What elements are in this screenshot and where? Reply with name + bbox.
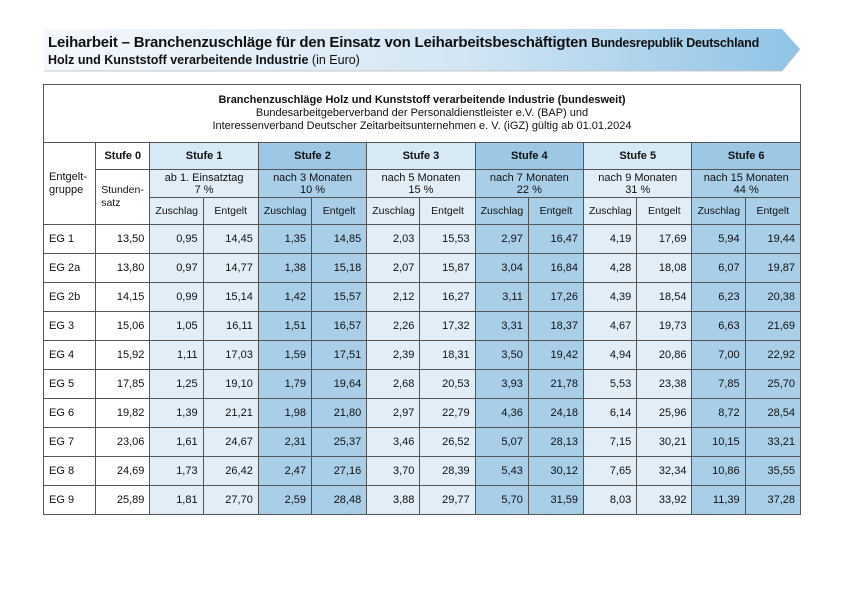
stufe3-zuschlag-cell: 2,12 [367,283,420,312]
title-text: Leiharbeit – Branchenzuschläge für den Einsatz von Leiharbeitsbeschäftigten [48,34,588,51]
stufe4-zuschlag-cell: 5,70 [475,486,528,515]
zuschlag-header: Zuschlag [692,198,745,225]
stufe3-entgelt-cell: 29,77 [420,486,475,515]
stufe3-zuschlag-cell: 2,26 [367,312,420,341]
stufe1-entgelt-cell: 17,03 [203,341,258,370]
stufe3-entgelt-cell: 15,53 [420,225,475,254]
stufe1-header: Stufe 1 [150,143,258,170]
stufe1-zuschlag-cell: 1,25 [150,370,203,399]
stufe4-entgelt-cell: 24,18 [528,399,583,428]
stufe6-condition [692,170,801,198]
stufe5-header: Stufe 5 [584,143,692,170]
stufe6-header: Stufe 6 [692,143,801,170]
stufe3-zuschlag-cell: 3,88 [367,486,420,515]
stufe3-entgelt-cell: 22,79 [420,399,475,428]
table-row [44,254,801,283]
stufe4-entgelt-cell: 16,47 [528,225,583,254]
entgelt-header: Entgelt [637,198,692,225]
stufe5-entgelt-cell: 20,86 [637,341,692,370]
zuschlag-header: Zuschlag [367,198,420,225]
stufe6-condition-text: nach 15 Monaten [703,171,789,184]
stufe3-entgelt-cell: 16,27 [420,283,475,312]
stundensatz-cell: 13,80 [96,254,150,283]
zuschlag-header: Zuschlag [150,198,203,225]
stufe6-entgelt-cell: 25,70 [745,370,800,399]
stufe1-zuschlag-cell: 1,39 [150,399,203,428]
table-caption [44,85,801,143]
stundensatz-cell: 15,06 [96,312,150,341]
stufe5-zuschlag-cell: 4,67 [584,312,637,341]
stufe1-zuschlag-cell: 0,95 [150,225,203,254]
stufe2-zuschlag-cell: 1,79 [258,370,311,399]
entgelt-header: Entgelt [203,198,258,225]
stufe2-zuschlag-cell: 2,47 [258,457,311,486]
entgeltgruppe-cell: EG 8 [44,457,96,486]
stufe2-condition-text: nach 3 Monaten [273,171,352,184]
stundensatz-cell: 19,82 [96,399,150,428]
stufe6-entgelt-cell: 33,21 [745,428,800,457]
subheader-row [44,198,801,225]
caption-line-3: Interessenverband Deutscher Zeitarbeitsunternehmen e. V. (iGZ) gültig ab 01.01.2024 [212,120,632,132]
stufe5-zuschlag-cell: 6,14 [584,399,637,428]
stufe5-condition [584,170,692,198]
stundensatz-cell: 24,69 [96,457,150,486]
stufe4-entgelt-cell: 16,84 [528,254,583,283]
stufe4-condition-text: nach 7 Monaten [489,171,569,184]
stufe6-zuschlag-cell: 6,63 [692,312,745,341]
stufe5-entgelt-cell: 30,21 [637,428,692,457]
stufe3-entgelt-cell: 15,87 [420,254,475,283]
stufe6-entgelt-cell: 20,38 [745,283,800,312]
stufe2-entgelt-cell: 25,37 [312,428,367,457]
stufe2-condition [258,170,366,198]
stufe6-entgelt-cell: 21,69 [745,312,800,341]
subtitle-industry: Holz und Kunststoff verarbeitende Industrie [48,53,309,67]
stufe2-zuschlag-cell: 1,51 [258,312,311,341]
entgelt-header: Entgelt [420,198,475,225]
stufe2-zuschlag-cell: 2,31 [258,428,311,457]
stufe6-zuschlag-cell: 6,07 [692,254,745,283]
stufe1-entgelt-cell: 21,21 [203,399,258,428]
stufe5-zuschlag-cell: 7,65 [584,457,637,486]
stufe1-entgelt-cell: 14,45 [203,225,258,254]
stufe-header-row [44,143,801,170]
stufe5-entgelt-cell: 33,92 [637,486,692,515]
stufe3-condition [367,170,475,198]
stufe2-entgelt-cell: 21,80 [312,399,367,428]
stundensatz-cell: 15,92 [96,341,150,370]
stufe1-entgelt-cell: 24,67 [203,428,258,457]
stundensatz-cell: 14,15 [96,283,150,312]
stufe1-entgelt-cell: 16,11 [203,312,258,341]
stufe3-entgelt-cell: 28,39 [420,457,475,486]
zuschlag-header: Zuschlag [258,198,311,225]
entgeltgruppe-header [44,143,96,225]
stufe2-percent: 10 % [299,183,326,196]
zuschlag-header: Zuschlag [475,198,528,225]
stufe1-percent: 7 % [194,183,214,196]
condition-row [44,170,801,198]
stufe1-zuschlag-cell: 1,05 [150,312,203,341]
stufe5-entgelt-cell: 25,96 [637,399,692,428]
stufe4-zuschlag-cell: 3,50 [475,341,528,370]
stufe6-zuschlag-cell: 7,85 [692,370,745,399]
stufe1-zuschlag-cell: 1,81 [150,486,203,515]
table-row [44,370,801,399]
caption-title: Branchenzuschläge Holz und Kunststoff verarbeitende Industrie (bundesweit) [218,94,626,106]
stufe1-zuschlag-cell: 1,61 [150,428,203,457]
entgelt-header: Entgelt [312,198,367,225]
stundensatz-cell: 13,50 [96,225,150,254]
stufe3-zuschlag-cell: 2,97 [367,399,420,428]
stufe2-entgelt-cell: 28,48 [312,486,367,515]
stufe1-entgelt-cell: 19,10 [203,370,258,399]
stundensatz-header-line2: satz [101,197,121,209]
table-row [44,486,801,515]
stufe4-zuschlag-cell: 3,04 [475,254,528,283]
stufe5-entgelt-cell: 18,08 [637,254,692,283]
stufe1-condition [150,170,258,198]
stufe6-zuschlag-cell: 11,39 [692,486,745,515]
stufe5-zuschlag-cell: 5,53 [584,370,637,399]
stufe2-entgelt-cell: 27,16 [312,457,367,486]
stufe1-entgelt-cell: 27,70 [203,486,258,515]
stufe2-entgelt-cell: 16,57 [312,312,367,341]
stufe2-zuschlag-cell: 2,59 [258,486,311,515]
zuschlag-header: Zuschlag [584,198,637,225]
stufe5-percent: 31 % [625,183,651,196]
stufe6-percent: 44 % [733,183,759,196]
table-row [44,312,801,341]
entgeltgruppe-header-line1: Entgelt- [49,170,87,183]
entgelt-header: Entgelt [528,198,583,225]
entgeltgruppe-header-line2: gruppe [49,183,84,196]
entgeltgruppe-cell: EG 7 [44,428,96,457]
subtitle-unit: (in Euro) [308,53,360,67]
stufe3-entgelt-cell: 20,53 [420,370,475,399]
stufe6-zuschlag-cell: 6,23 [692,283,745,312]
stufe4-entgelt-cell: 31,59 [528,486,583,515]
stufe2-zuschlag-cell: 1,42 [258,283,311,312]
stufe6-entgelt-cell: 37,28 [745,486,800,515]
entgeltgruppe-cell: EG 2a [44,254,96,283]
stufe4-zuschlag-cell: 3,93 [475,370,528,399]
stufe3-condition-text: nach 5 Monaten [381,171,461,184]
stundensatz-header-line1: Stunden- [101,184,144,196]
stufe4-zuschlag-cell: 5,07 [475,428,528,457]
entgeltgruppe-cell: EG 1 [44,225,96,254]
stufe4-zuschlag-cell: 3,31 [475,312,528,341]
stufe3-zuschlag-cell: 2,39 [367,341,420,370]
stufe5-entgelt-cell: 32,34 [637,457,692,486]
stufe6-zuschlag-cell: 5,94 [692,225,745,254]
stufe3-percent: 15 % [408,183,434,196]
table-row [44,399,801,428]
stufe4-entgelt-cell: 21,78 [528,370,583,399]
table-row [44,457,801,486]
stufe1-entgelt-cell: 14,77 [203,254,258,283]
stufe1-zuschlag-cell: 1,73 [150,457,203,486]
surcharge-table [43,84,801,515]
table-row [44,225,801,254]
stufe3-zuschlag-cell: 3,46 [367,428,420,457]
stufe4-zuschlag-cell: 2,97 [475,225,528,254]
entgeltgruppe-cell: EG 5 [44,370,96,399]
stufe6-entgelt-cell: 19,87 [745,254,800,283]
entgeltgruppe-cell: EG 6 [44,399,96,428]
stufe4-entgelt-cell: 19,42 [528,341,583,370]
stufe3-entgelt-cell: 18,31 [420,341,475,370]
stufe4-percent: 22 % [516,183,542,196]
stufe2-entgelt-cell: 19,64 [312,370,367,399]
stufe4-zuschlag-cell: 4,36 [475,399,528,428]
stufe5-entgelt-cell: 19,73 [637,312,692,341]
stufe6-zuschlag-cell: 10,86 [692,457,745,486]
stufe3-entgelt-cell: 17,32 [420,312,475,341]
stufe3-header: Stufe 3 [367,143,475,170]
stufe6-zuschlag-cell: 10,15 [692,428,745,457]
stufe5-zuschlag-cell: 4,19 [584,225,637,254]
table-row [44,428,801,457]
stufe6-entgelt-cell: 19,44 [745,225,800,254]
page-header [44,29,800,73]
stufe4-zuschlag-cell: 3,11 [475,283,528,312]
stufe2-entgelt-cell: 17,51 [312,341,367,370]
table-row [44,283,801,312]
stufe2-entgelt-cell: 14,85 [312,225,367,254]
stufe6-zuschlag-cell: 8,72 [692,399,745,428]
stufe2-header: Stufe 2 [258,143,366,170]
stufe5-condition-text: nach 9 Monaten [598,171,678,184]
stufe3-zuschlag-cell: 2,03 [367,225,420,254]
entgeltgruppe-cell: EG 3 [44,312,96,341]
stufe1-zuschlag-cell: 0,99 [150,283,203,312]
stufe4-entgelt-cell: 28,13 [528,428,583,457]
stufe3-zuschlag-cell: 2,68 [367,370,420,399]
page-subtitle [48,53,360,67]
stufe5-zuschlag-cell: 4,28 [584,254,637,283]
stufe0-header: Stufe 0 [96,143,150,170]
stundensatz-cell: 17,85 [96,370,150,399]
stundensatz-header [96,170,150,225]
stufe4-zuschlag-cell: 5,43 [475,457,528,486]
stundensatz-cell: 25,89 [96,486,150,515]
table-row [44,341,801,370]
stufe4-entgelt-cell: 18,37 [528,312,583,341]
stufe5-entgelt-cell: 18,54 [637,283,692,312]
stufe4-entgelt-cell: 17,26 [528,283,583,312]
stundensatz-cell: 23,06 [96,428,150,457]
stufe5-entgelt-cell: 17,69 [637,225,692,254]
caption-row [44,85,801,143]
stufe6-zuschlag-cell: 7,00 [692,341,745,370]
stufe2-zuschlag-cell: 1,59 [258,341,311,370]
region-label: Bundesrepublik Deutschland [591,36,760,50]
stufe5-zuschlag-cell: 4,39 [584,283,637,312]
stufe4-condition [475,170,583,198]
stufe3-zuschlag-cell: 2,07 [367,254,420,283]
stufe5-zuschlag-cell: 8,03 [584,486,637,515]
page-title [48,34,759,51]
stufe4-header: Stufe 4 [475,143,583,170]
entgelt-header: Entgelt [745,198,800,225]
stufe6-entgelt-cell: 35,55 [745,457,800,486]
stufe5-zuschlag-cell: 7,15 [584,428,637,457]
stufe6-entgelt-cell: 28,54 [745,399,800,428]
caption-line-2: Bundesarbeitgeberverband der Personaldienstleister e.V. (BAP) und [255,107,589,119]
stufe1-zuschlag-cell: 0,97 [150,254,203,283]
stufe1-entgelt-cell: 26,42 [203,457,258,486]
stufe3-zuschlag-cell: 3,70 [367,457,420,486]
entgeltgruppe-cell: EG 2b [44,283,96,312]
stufe1-zuschlag-cell: 1,11 [150,341,203,370]
stufe1-condition-text: ab 1. Einsatztag [164,171,244,184]
stufe2-zuschlag-cell: 1,35 [258,225,311,254]
entgeltgruppe-cell: EG 4 [44,341,96,370]
stufe2-zuschlag-cell: 1,98 [258,399,311,428]
stufe6-entgelt-cell: 22,92 [745,341,800,370]
stufe2-zuschlag-cell: 1,38 [258,254,311,283]
stufe4-entgelt-cell: 30,12 [528,457,583,486]
stufe1-entgelt-cell: 15,14 [203,283,258,312]
stufe2-entgelt-cell: 15,18 [312,254,367,283]
stufe3-entgelt-cell: 26,52 [420,428,475,457]
stufe2-entgelt-cell: 15,57 [312,283,367,312]
stufe5-entgelt-cell: 23,38 [637,370,692,399]
stufe5-zuschlag-cell: 4,94 [584,341,637,370]
entgeltgruppe-cell: EG 9 [44,486,96,515]
